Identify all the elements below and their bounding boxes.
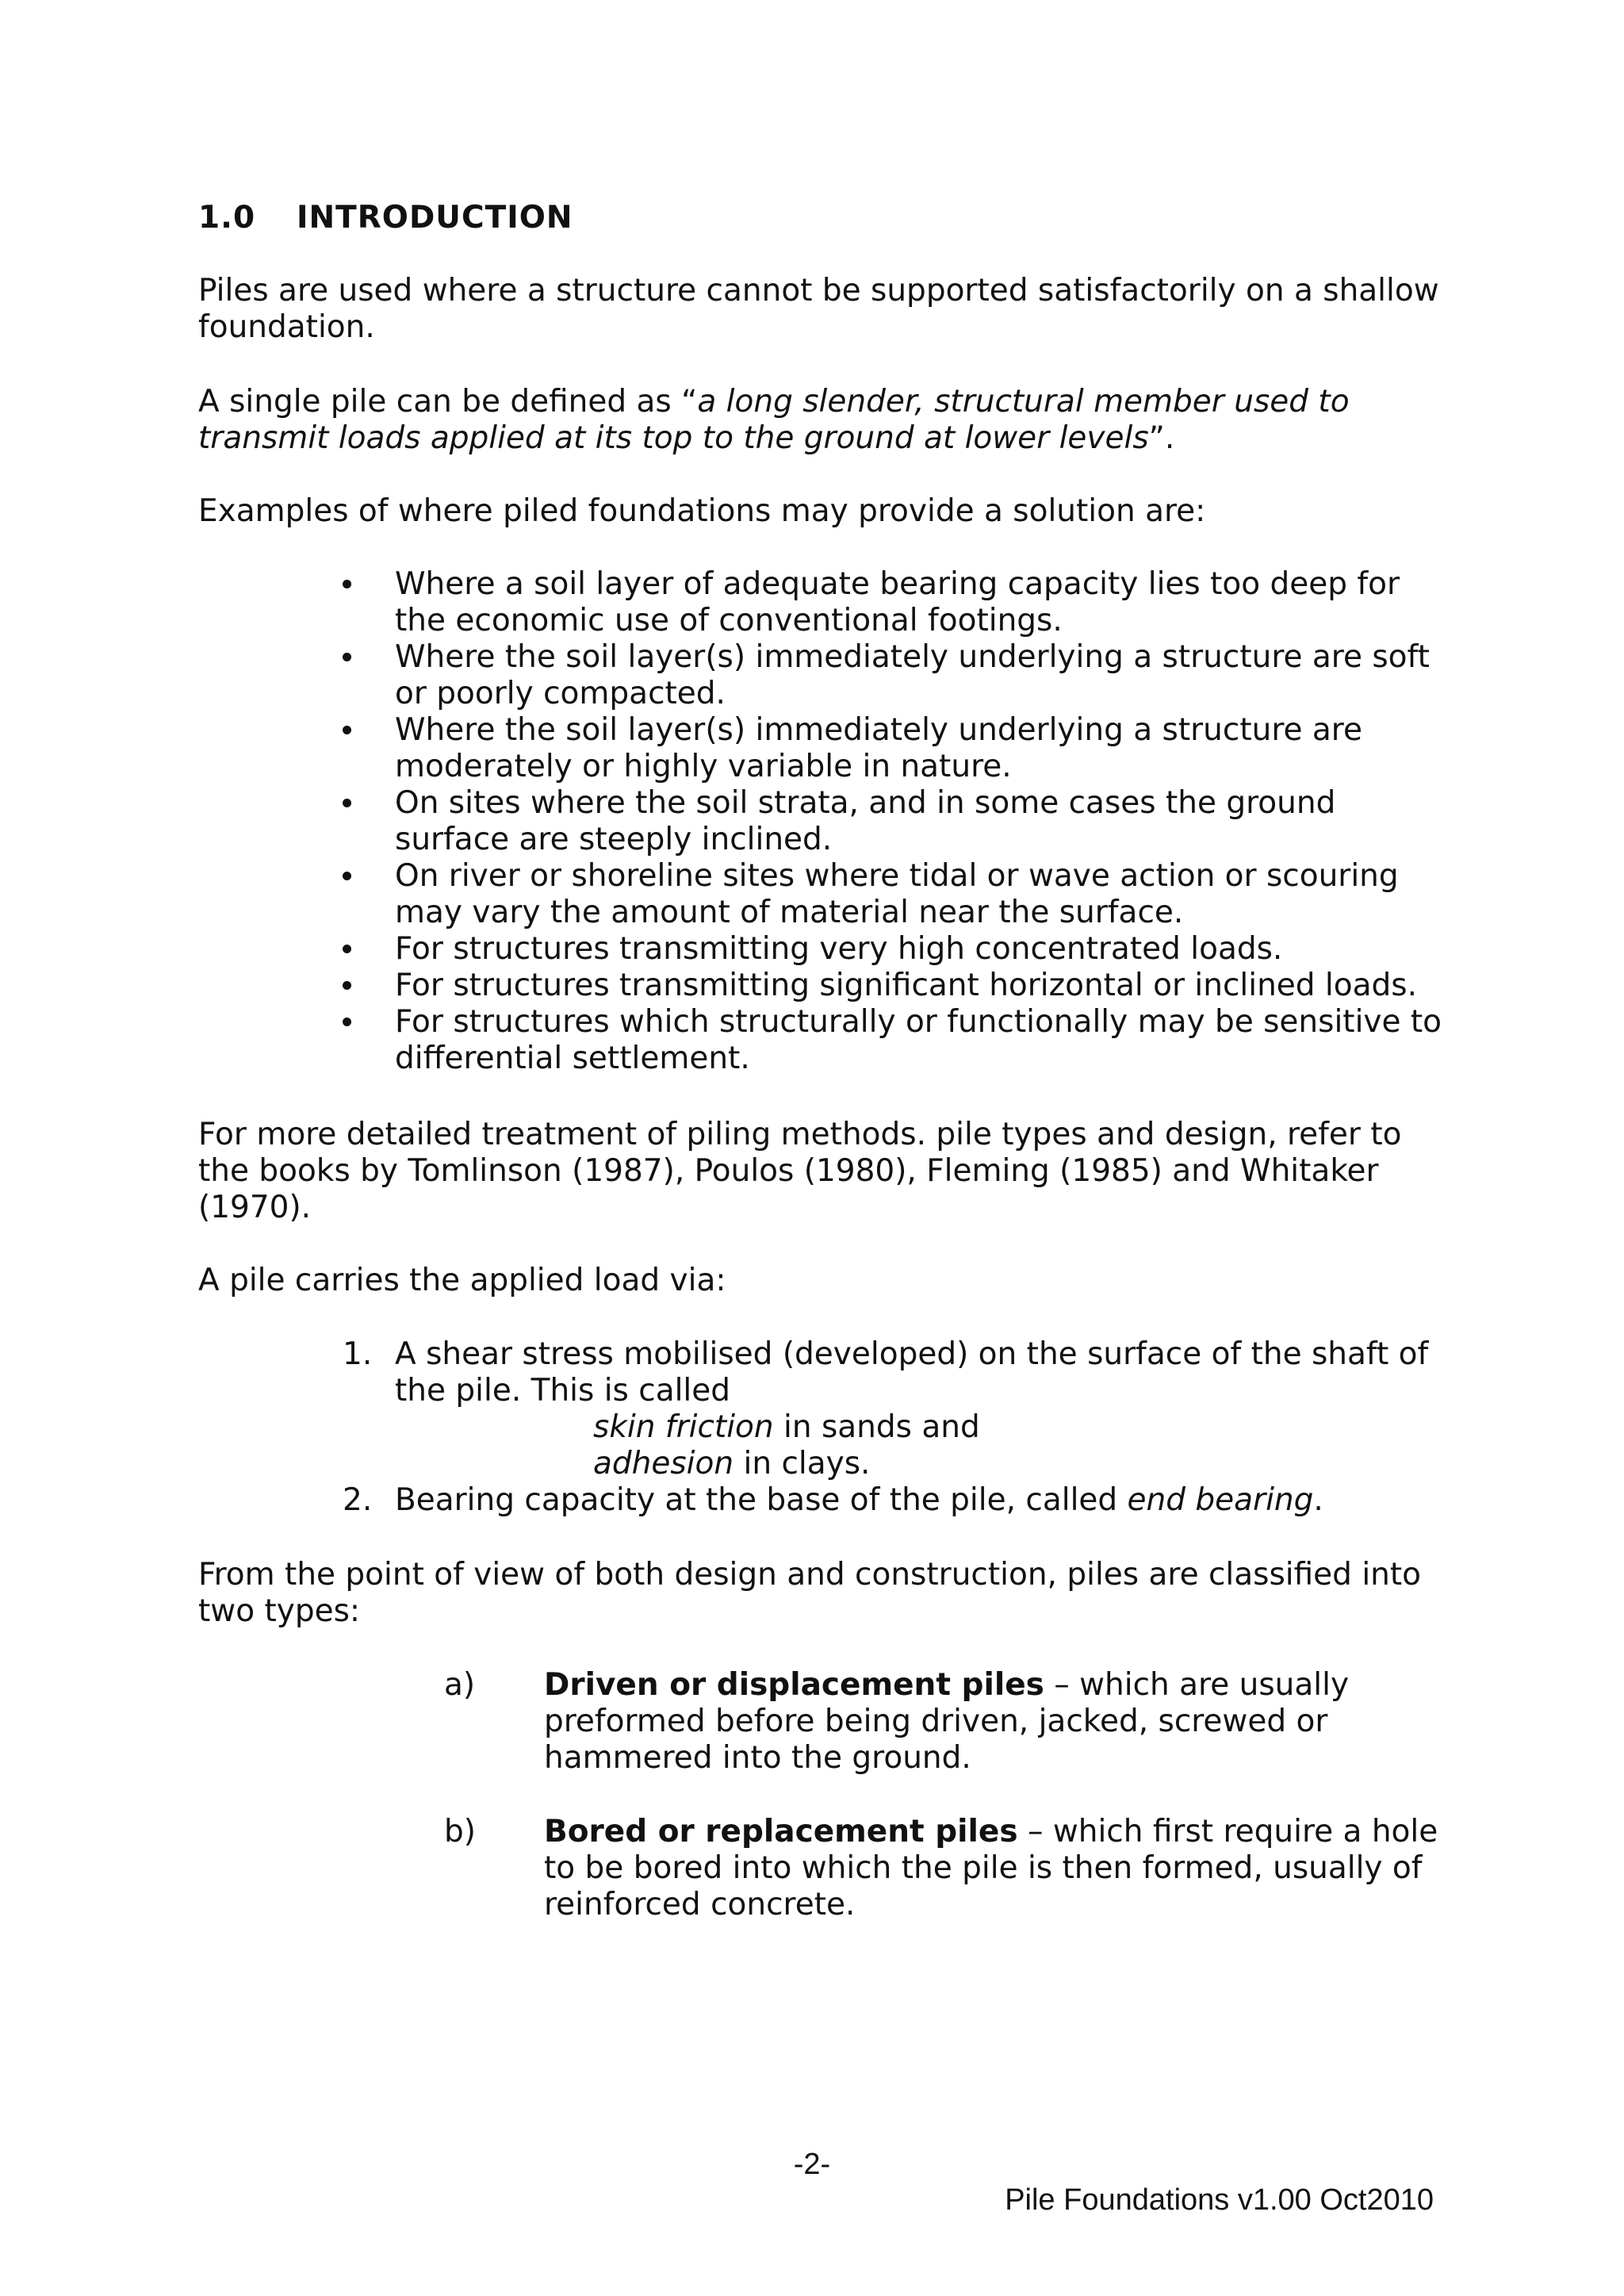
list-item bbox=[343, 1482, 1453, 1519]
section-heading bbox=[198, 200, 1443, 236]
load-intro-paragraph: A pile carries the applied load via: bbox=[198, 1263, 726, 1298]
item-text: Bearing capacity at the base of the pile, called end bearing. bbox=[395, 1482, 1323, 1518]
pile-definition-paragraph bbox=[198, 384, 1443, 457]
definition-suffix: ”. bbox=[1148, 420, 1175, 456]
pile-type-bored bbox=[444, 1814, 1443, 1923]
list-item: Where a soil layer of adequate bearing capacity lies too deep for the economic use of conventional footings. bbox=[343, 566, 1453, 639]
list-item: Where the soil layer(s) immediately underlying a structure are soft or poorly compacted. bbox=[343, 639, 1453, 712]
adhesion-line: adhesion in clays. bbox=[593, 1446, 871, 1481]
section-number: 1.0 bbox=[198, 200, 256, 236]
bullet-icon bbox=[343, 981, 351, 990]
bullet-icon bbox=[343, 726, 351, 734]
type-label: a) bbox=[444, 1667, 476, 1703]
bullet-icon bbox=[343, 945, 351, 953]
section-title: INTRODUCTION bbox=[297, 200, 573, 236]
bullet-icon bbox=[343, 1018, 351, 1026]
page-number: -2- bbox=[793, 2148, 831, 2181]
adhesion-term: adhesion bbox=[593, 1446, 734, 1481]
end-bearing-term: end bearing bbox=[1127, 1482, 1314, 1518]
list-item: For structures transmitting very high concentrated loads. bbox=[343, 931, 1453, 968]
pile-type-driven bbox=[444, 1667, 1443, 1777]
type-text bbox=[544, 1667, 1443, 1777]
examples-list bbox=[343, 566, 1453, 1077]
item-number: 1. bbox=[343, 1336, 373, 1372]
skin-friction-term: skin friction bbox=[593, 1409, 774, 1445]
list-item bbox=[343, 1336, 1453, 1482]
type-text bbox=[544, 1814, 1443, 1923]
references-paragraph: For more detailed treatment of piling methods. pile types and design, refer to the books by Tomlinson (1987), Poulos (1980), Fleming (1985) and Whitaker (1970). bbox=[198, 1117, 1402, 1225]
type-label: b) bbox=[444, 1814, 476, 1849]
list-item: On river or shoreline sites where tidal or wave action or scouring may vary the amount of material near the surface. bbox=[343, 858, 1453, 931]
examples-intro-paragraph: Examples of where piled foundations may provide a solution are: bbox=[198, 493, 1206, 529]
list-item: On sites where the soil strata, and in some cases the ground surface are steeply inclined. bbox=[343, 785, 1453, 858]
list-item: For structures which structurally or functionally may be sensitive to differential settlement. bbox=[343, 1004, 1453, 1077]
type-name: Bored or replacement piles bbox=[544, 1814, 1018, 1849]
bullet-icon bbox=[343, 872, 351, 880]
bullet-icon bbox=[343, 580, 351, 588]
list-item: For structures transmitting significant horizontal or inclined loads. bbox=[343, 968, 1453, 1004]
item-number: 2. bbox=[343, 1482, 373, 1518]
skin-friction-line: skin friction in sands and bbox=[593, 1409, 980, 1445]
bullet-icon bbox=[343, 653, 351, 661]
classification-paragraph: From the point of view of both design and construction, piles are classified into two types: bbox=[198, 1557, 1422, 1629]
definition-prefix: A single pile can be defined as “ bbox=[198, 384, 698, 420]
type-name: Driven or displacement piles bbox=[544, 1667, 1044, 1703]
type-description: – which first require a hole to be bored into which the pile is then formed, usually of reinforced concrete. bbox=[544, 1814, 1438, 1922]
list-item: Where the soil layer(s) immediately underlying a structure are moderately or highly variable in nature. bbox=[343, 712, 1453, 785]
item-text: A shear stress mobilised (developed) on the surface of the shaft of the pile. This is called bbox=[395, 1336, 1429, 1409]
load-paths-list bbox=[343, 1336, 1453, 1519]
bullet-icon bbox=[343, 799, 351, 807]
definition-quote: a long slender, structural member used to transmit loads applied at its top to the ground at lower levels bbox=[198, 384, 1350, 456]
document-footer: Pile Foundations v1.00 Oct2010 bbox=[1005, 2183, 1434, 2217]
intro-paragraph: Piles are used where a structure cannot be supported satisfactorily on a shallow foundation. bbox=[198, 273, 1439, 345]
type-description: – which are usually preformed before being driven, jacked, screwed or hammered into the ground. bbox=[544, 1667, 1350, 1776]
